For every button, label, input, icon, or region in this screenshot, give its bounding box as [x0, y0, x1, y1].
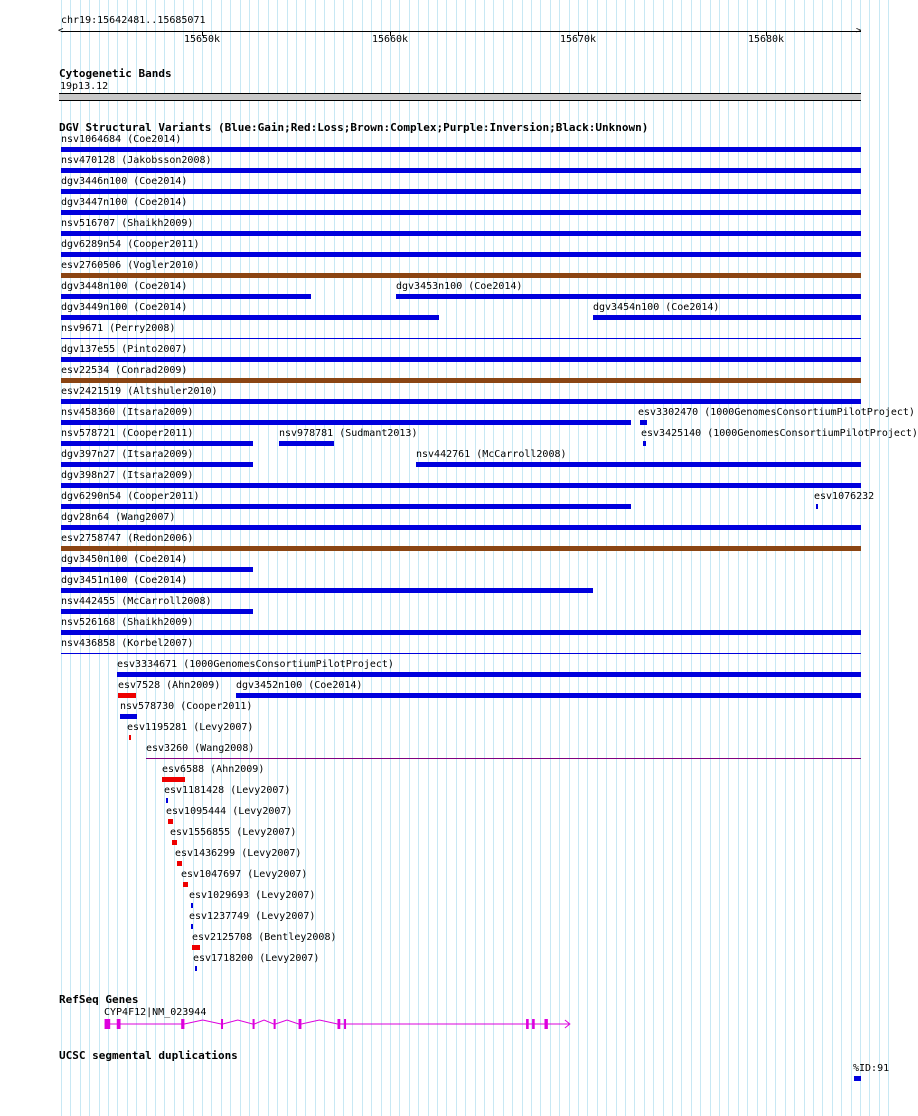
gene-exon [105, 1019, 111, 1029]
variant-label[interactable]: esv2125708 (Bentley2008) [192, 932, 337, 943]
variant-label[interactable]: esv1195281 (Levy2007) [127, 722, 254, 733]
variant-bar-loss[interactable] [172, 840, 177, 845]
variant-label[interactable]: esv2758747 (Redon2006) [61, 533, 194, 544]
gene-exon [532, 1019, 535, 1029]
variant-bar-gain[interactable] [396, 294, 861, 299]
variant-label[interactable]: esv3334671 (1000GenomesConsortiumPilotProject) [117, 659, 394, 670]
variant-label[interactable]: nsv442455 (McCarroll2008) [61, 596, 212, 607]
gene-exon [221, 1019, 223, 1029]
variant-label[interactable]: nsv458360 (Itsara2009) [61, 407, 194, 418]
variant-label[interactable]: esv1076232 [814, 491, 875, 502]
variant-label[interactable]: nsv578721 (Cooper2011) [61, 428, 194, 439]
variant-label[interactable]: nsv442761 (McCarroll2008) [416, 449, 567, 460]
ruler-position-label: chr19:15642481..15685071 [61, 15, 206, 26]
gene-exon [526, 1019, 529, 1029]
variant-bar-gain[interactable] [61, 630, 861, 635]
variant-label[interactable]: esv1029693 (Levy2007) [189, 890, 316, 901]
gene-intron-line [105, 1020, 548, 1024]
gene-exon [544, 1019, 547, 1029]
cytogenetic-track-title[interactable]: Cytogenetic Bands [59, 67, 172, 80]
variant-bar-gain[interactable] [61, 147, 861, 152]
variant-label[interactable]: esv3425140 (1000GenomesConsortiumPilotProject) [641, 428, 918, 439]
variant-label[interactable]: esv7528 (Ahn2009) [118, 680, 221, 691]
variant-bar-gain[interactable] [120, 714, 137, 719]
variant-bar-gain[interactable] [416, 462, 861, 467]
variant-bar-gain[interactable] [236, 693, 861, 698]
variant-bar-gain[interactable] [117, 672, 861, 677]
gene-exon [299, 1019, 302, 1029]
variant-bar-gain[interactable] [61, 294, 311, 299]
variant-bar-gain[interactable] [61, 567, 253, 572]
variant-label[interactable]: dgv3449n100 (Coe2014) [61, 302, 188, 313]
variant-label[interactable]: nsv578730 (Cooper2011) [120, 701, 253, 712]
gene-model-cyp4f12[interactable] [0, 1017, 890, 1031]
variant-label[interactable]: esv1047697 (Levy2007) [181, 869, 308, 880]
variant-bar-loss[interactable] [162, 777, 185, 782]
variant-label[interactable]: esv1718200 (Levy2007) [193, 953, 320, 964]
variant-bar-gain[interactable] [61, 338, 861, 339]
variant-label[interactable]: esv3302470 (1000GenomesConsortiumPilotProject) [638, 407, 915, 418]
variant-bar-gain[interactable] [816, 504, 818, 509]
segdup-bar[interactable] [854, 1076, 861, 1081]
variant-bar-loss[interactable] [183, 882, 188, 887]
variant-label[interactable]: dgv3450n100 (Coe2014) [61, 554, 188, 565]
variant-bar-gain[interactable] [195, 966, 197, 971]
gene-exon [181, 1019, 184, 1029]
variant-label[interactable]: dgv3448n100 (Coe2014) [61, 281, 188, 292]
ruler-tick-label: 15670k [559, 34, 597, 45]
variant-bar-gain[interactable] [593, 315, 861, 320]
variant-label[interactable]: nsv1064684 (Coe2014) [61, 134, 182, 145]
variant-bar-gain[interactable] [191, 903, 193, 908]
variant-bar-gain[interactable] [61, 441, 253, 446]
variant-label[interactable]: esv1556855 (Levy2007) [170, 827, 297, 838]
variant-label[interactable]: esv1181428 (Levy2007) [164, 785, 291, 796]
variant-label[interactable]: esv1095444 (Levy2007) [166, 806, 293, 817]
variant-bar-gain[interactable] [61, 420, 631, 425]
variant-bar-gain[interactable] [191, 924, 193, 929]
variant-bar-loss[interactable] [192, 945, 200, 950]
gene-exon [253, 1019, 255, 1029]
variant-bar-gain[interactable] [61, 399, 861, 404]
variant-label[interactable]: esv1237749 (Levy2007) [189, 911, 316, 922]
variant-bar-gain[interactable] [61, 210, 861, 215]
variant-label[interactable]: dgv3454n100 (Coe2014) [593, 302, 720, 313]
variant-bar-complex[interactable] [61, 546, 861, 551]
cytoband-bar[interactable] [59, 93, 861, 101]
variant-bar-gain[interactable] [61, 609, 253, 614]
variant-label[interactable]: dgv3451n100 (Coe2014) [61, 575, 188, 586]
variant-label[interactable]: esv2421519 (Altshuler2010) [61, 386, 218, 397]
variant-label[interactable]: esv2760506 (Vogler2010) [61, 260, 200, 271]
gridline [869, 0, 870, 1116]
segdup-item-label[interactable]: %ID:91 [853, 1063, 890, 1074]
variant-bar-gain[interactable] [61, 588, 593, 593]
variant-label[interactable]: esv22534 (Conrad2009) [61, 365, 188, 376]
variant-bar-gain[interactable] [61, 653, 861, 654]
variant-bar-complex[interactable] [61, 273, 861, 278]
ruler-tick-label: 15650k [183, 34, 221, 45]
variant-label[interactable]: dgv28n64 (Wang2007) [61, 512, 176, 523]
variant-bar-gain[interactable] [61, 252, 861, 257]
variant-label[interactable]: esv1436299 (Levy2007) [175, 848, 302, 859]
variant-bar-gain[interactable] [61, 231, 861, 236]
gene-exon [274, 1019, 276, 1029]
gene-exon [117, 1019, 121, 1029]
variant-bar-gain[interactable] [61, 504, 631, 509]
variant-bar-loss[interactable] [118, 693, 136, 698]
variant-bar-gain[interactable] [61, 357, 861, 362]
variant-label[interactable]: dgv6289n54 (Cooper2011) [61, 239, 200, 250]
variant-bar-gain[interactable] [61, 189, 861, 194]
variant-bar-inversion[interactable] [146, 758, 861, 759]
variant-label[interactable]: dgv398n27 (Itsara2009) [61, 470, 194, 481]
dgv-track-title[interactable]: DGV Structural Variants (Blue:Gain;Red:Loss;Brown:Complex;Purple:Inversion;Black:Unknown) [59, 121, 649, 134]
variant-bar-gain[interactable] [61, 168, 861, 173]
variant-label[interactable]: dgv397n27 (Itsara2009) [61, 449, 194, 460]
variant-label[interactable]: esv3260 (Wang2008) [146, 743, 255, 754]
variant-bar-complex[interactable] [61, 378, 861, 383]
ruler-tick-label: 15660k [371, 34, 409, 45]
variant-label[interactable]: nsv436858 (Korbel2007) [61, 638, 194, 649]
variant-bar-gain[interactable] [166, 798, 168, 803]
variant-label[interactable]: dgv3447n100 (Coe2014) [61, 197, 188, 208]
variant-bar-gain[interactable] [61, 315, 439, 320]
gene-label[interactable]: CYP4F12|NM_023944 [104, 1007, 207, 1018]
variant-bar-gain[interactable] [279, 441, 334, 446]
ruler-tick-label: 15680k [747, 34, 785, 45]
ruler-left-arrow-icon[interactable]: < [58, 26, 64, 36]
gridline [888, 0, 889, 1116]
variant-label[interactable]: dgv137e55 (Pinto2007) [61, 344, 188, 355]
variant-label[interactable]: nsv9671 (Perry2008) [61, 323, 176, 334]
variant-label[interactable]: dgv3446n100 (Coe2014) [61, 176, 188, 187]
variant-label[interactable]: nsv470128 (Jakobsson2008) [61, 155, 212, 166]
gene-exon [344, 1019, 346, 1029]
ruler-right-arrow-icon[interactable]: > [856, 26, 862, 36]
variant-label[interactable]: dgv3453n100 (Coe2014) [396, 281, 523, 292]
variant-label[interactable]: nsv516707 (Shaikh2009) [61, 218, 194, 229]
variant-bar-gain[interactable] [61, 483, 861, 488]
gridline [879, 0, 880, 1116]
variant-bar-gain[interactable] [643, 441, 646, 446]
variant-label[interactable]: dgv3452n100 (Coe2014) [236, 680, 363, 691]
variant-label[interactable]: dgv6290n54 (Cooper2011) [61, 491, 200, 502]
variant-label[interactable]: nsv526168 (Shaikh2009) [61, 617, 194, 628]
variant-bar-gain[interactable] [640, 420, 647, 425]
segdups-track-title[interactable]: UCSC segmental duplications [59, 1049, 238, 1062]
variant-bar-loss[interactable] [129, 735, 131, 740]
variant-bar-loss[interactable] [177, 861, 182, 866]
gene-exon [337, 1019, 340, 1029]
variant-bar-gain[interactable] [61, 462, 253, 467]
variant-label[interactable]: nsv978781 (Sudmant2013) [279, 428, 418, 439]
variant-bar-gain[interactable] [61, 525, 861, 530]
refseq-track-title[interactable]: RefSeq Genes [59, 993, 139, 1006]
cytoband-label: 19p13.12 [60, 81, 109, 92]
ruler-axis-line [61, 31, 861, 32]
variant-label[interactable]: esv6588 (Ahn2009) [162, 764, 265, 775]
variant-bar-loss[interactable] [168, 819, 173, 824]
